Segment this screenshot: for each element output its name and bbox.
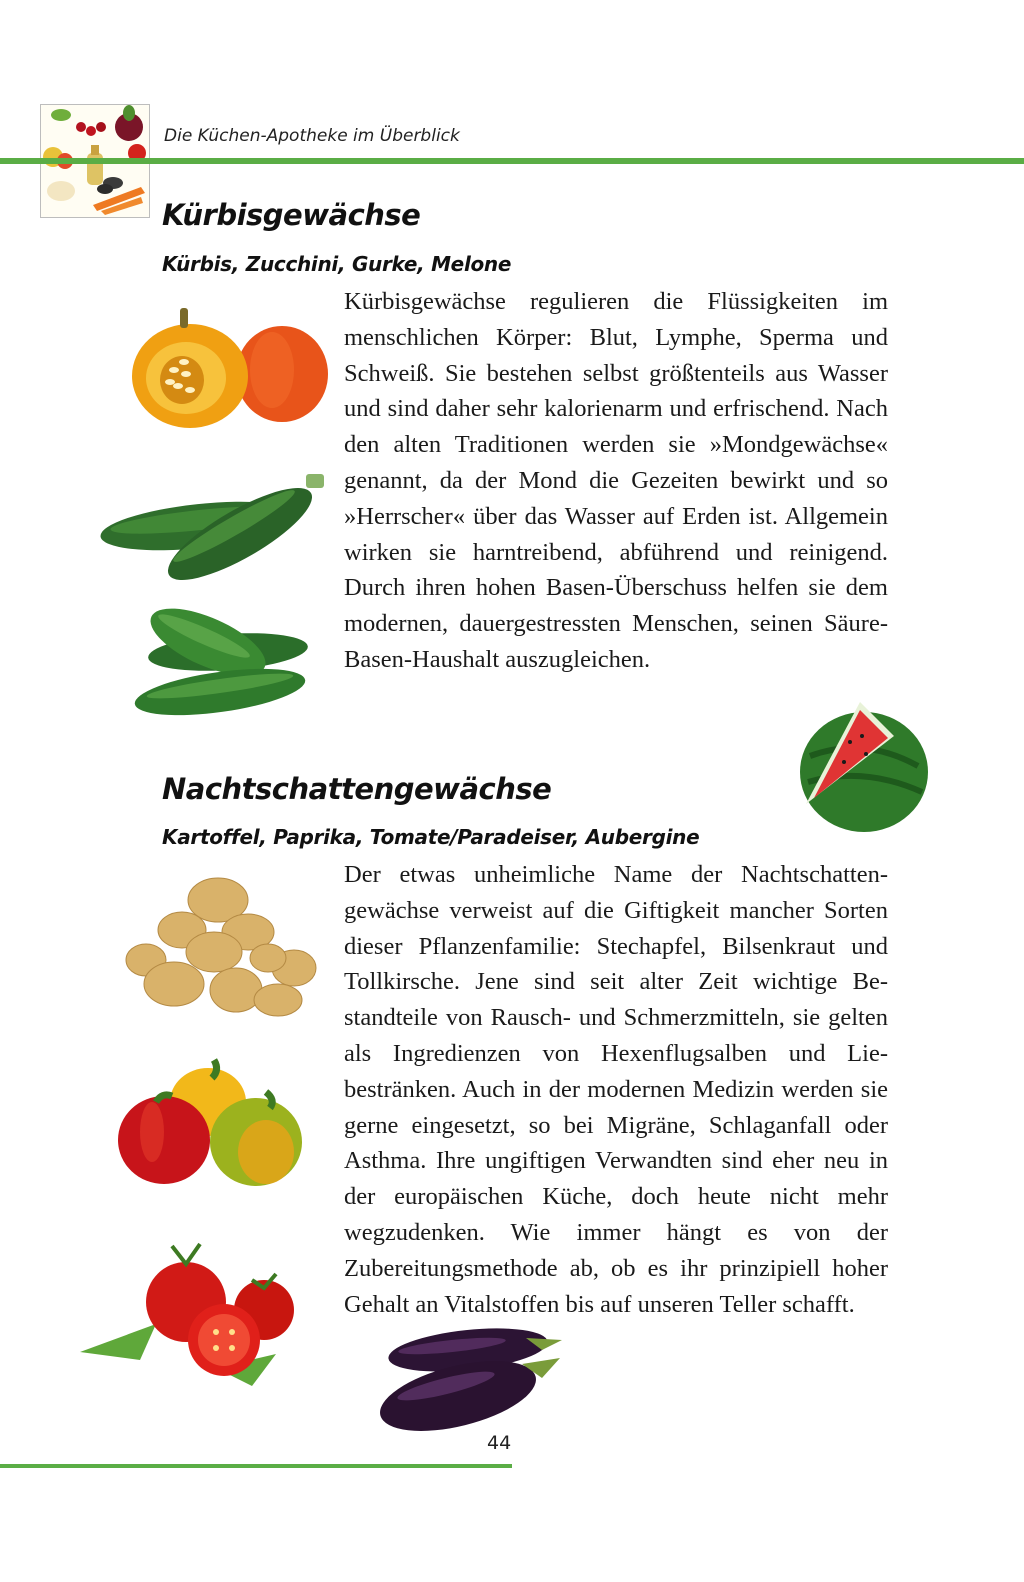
section2-subheading: Kartoffel, Paprika, Tomate/Paradeiser, Aubergine (162, 825, 700, 849)
tomatoes-image (76, 1240, 300, 1390)
cucumber-image (128, 602, 318, 720)
zucchini-image (100, 468, 330, 588)
eggplant-image (376, 1320, 572, 1436)
pumpkin-image (124, 300, 334, 435)
running-header-title: Die Küchen-Apotheke im Überblick (164, 126, 460, 146)
section1-heading: Kürbisgewächse (162, 198, 421, 232)
header-rule (0, 158, 1024, 164)
section2-heading: Nachtschattengewächse (162, 772, 552, 806)
peppers-image (116, 1056, 306, 1192)
section1-body: Kürbisgewächse regulieren die Flüssigkeiten im menschlichen Körper: Blut, Lymphe, Sperma und Schweiß. Sie bestehen selbst größtenteils aus Wasser und sind daher sehr kalorienarm und erfrischend. Nach den alten Traditionen werden sie »Mondgewächse« genannt, da der Mond die Gezeiten bewirkt und so »Herrscher« über das Wasser auf Erden ist. Allgemein wirken sie harntreibend, abführend und reinigend. Durch ihren hohen Basen-Überschuss helfen sie dem modernen, dauergestressten Menschen, seinen Säure-Basen-Haushalt auszugleichen. (344, 288, 888, 673)
footer-rule (0, 1464, 512, 1468)
section2-body: Der etwas unheimliche Name der Nachtschattengewächse verweist auf die Giftigkeit mancher Sorten dieser Pflanzenfamilie: Stechapfel, Bilsenkraut und Tollkirsche. Jene sind seit alter Zeit wichtige Bestandteile von Rausch- und Schmerzmitteln, sie gelten als Ingredienzen von Hexenflugsalben und Liebestränken. Auch in der modernen Medizin werden sie gerne eingesetzt, so bei Migräne, Schlaganfall oder Asthma. Ihre ungiftigen Verwandten sind eher neu in der europäischen Küche, doch heute nicht mehr wegzudenken. Wie immer hängt es von der Zubereitungsmethode ab, ob es ihr prinzipiell hoher Gehalt an Vitalstoffen bis auf unseren Teller schafft. (344, 861, 888, 1318)
watermelon-image (790, 696, 932, 836)
section1-subheading: Kürbis, Zucchini, Gurke, Melone (162, 252, 512, 276)
page-number: 44 (487, 1432, 512, 1454)
potatoes-image (118, 872, 324, 1018)
